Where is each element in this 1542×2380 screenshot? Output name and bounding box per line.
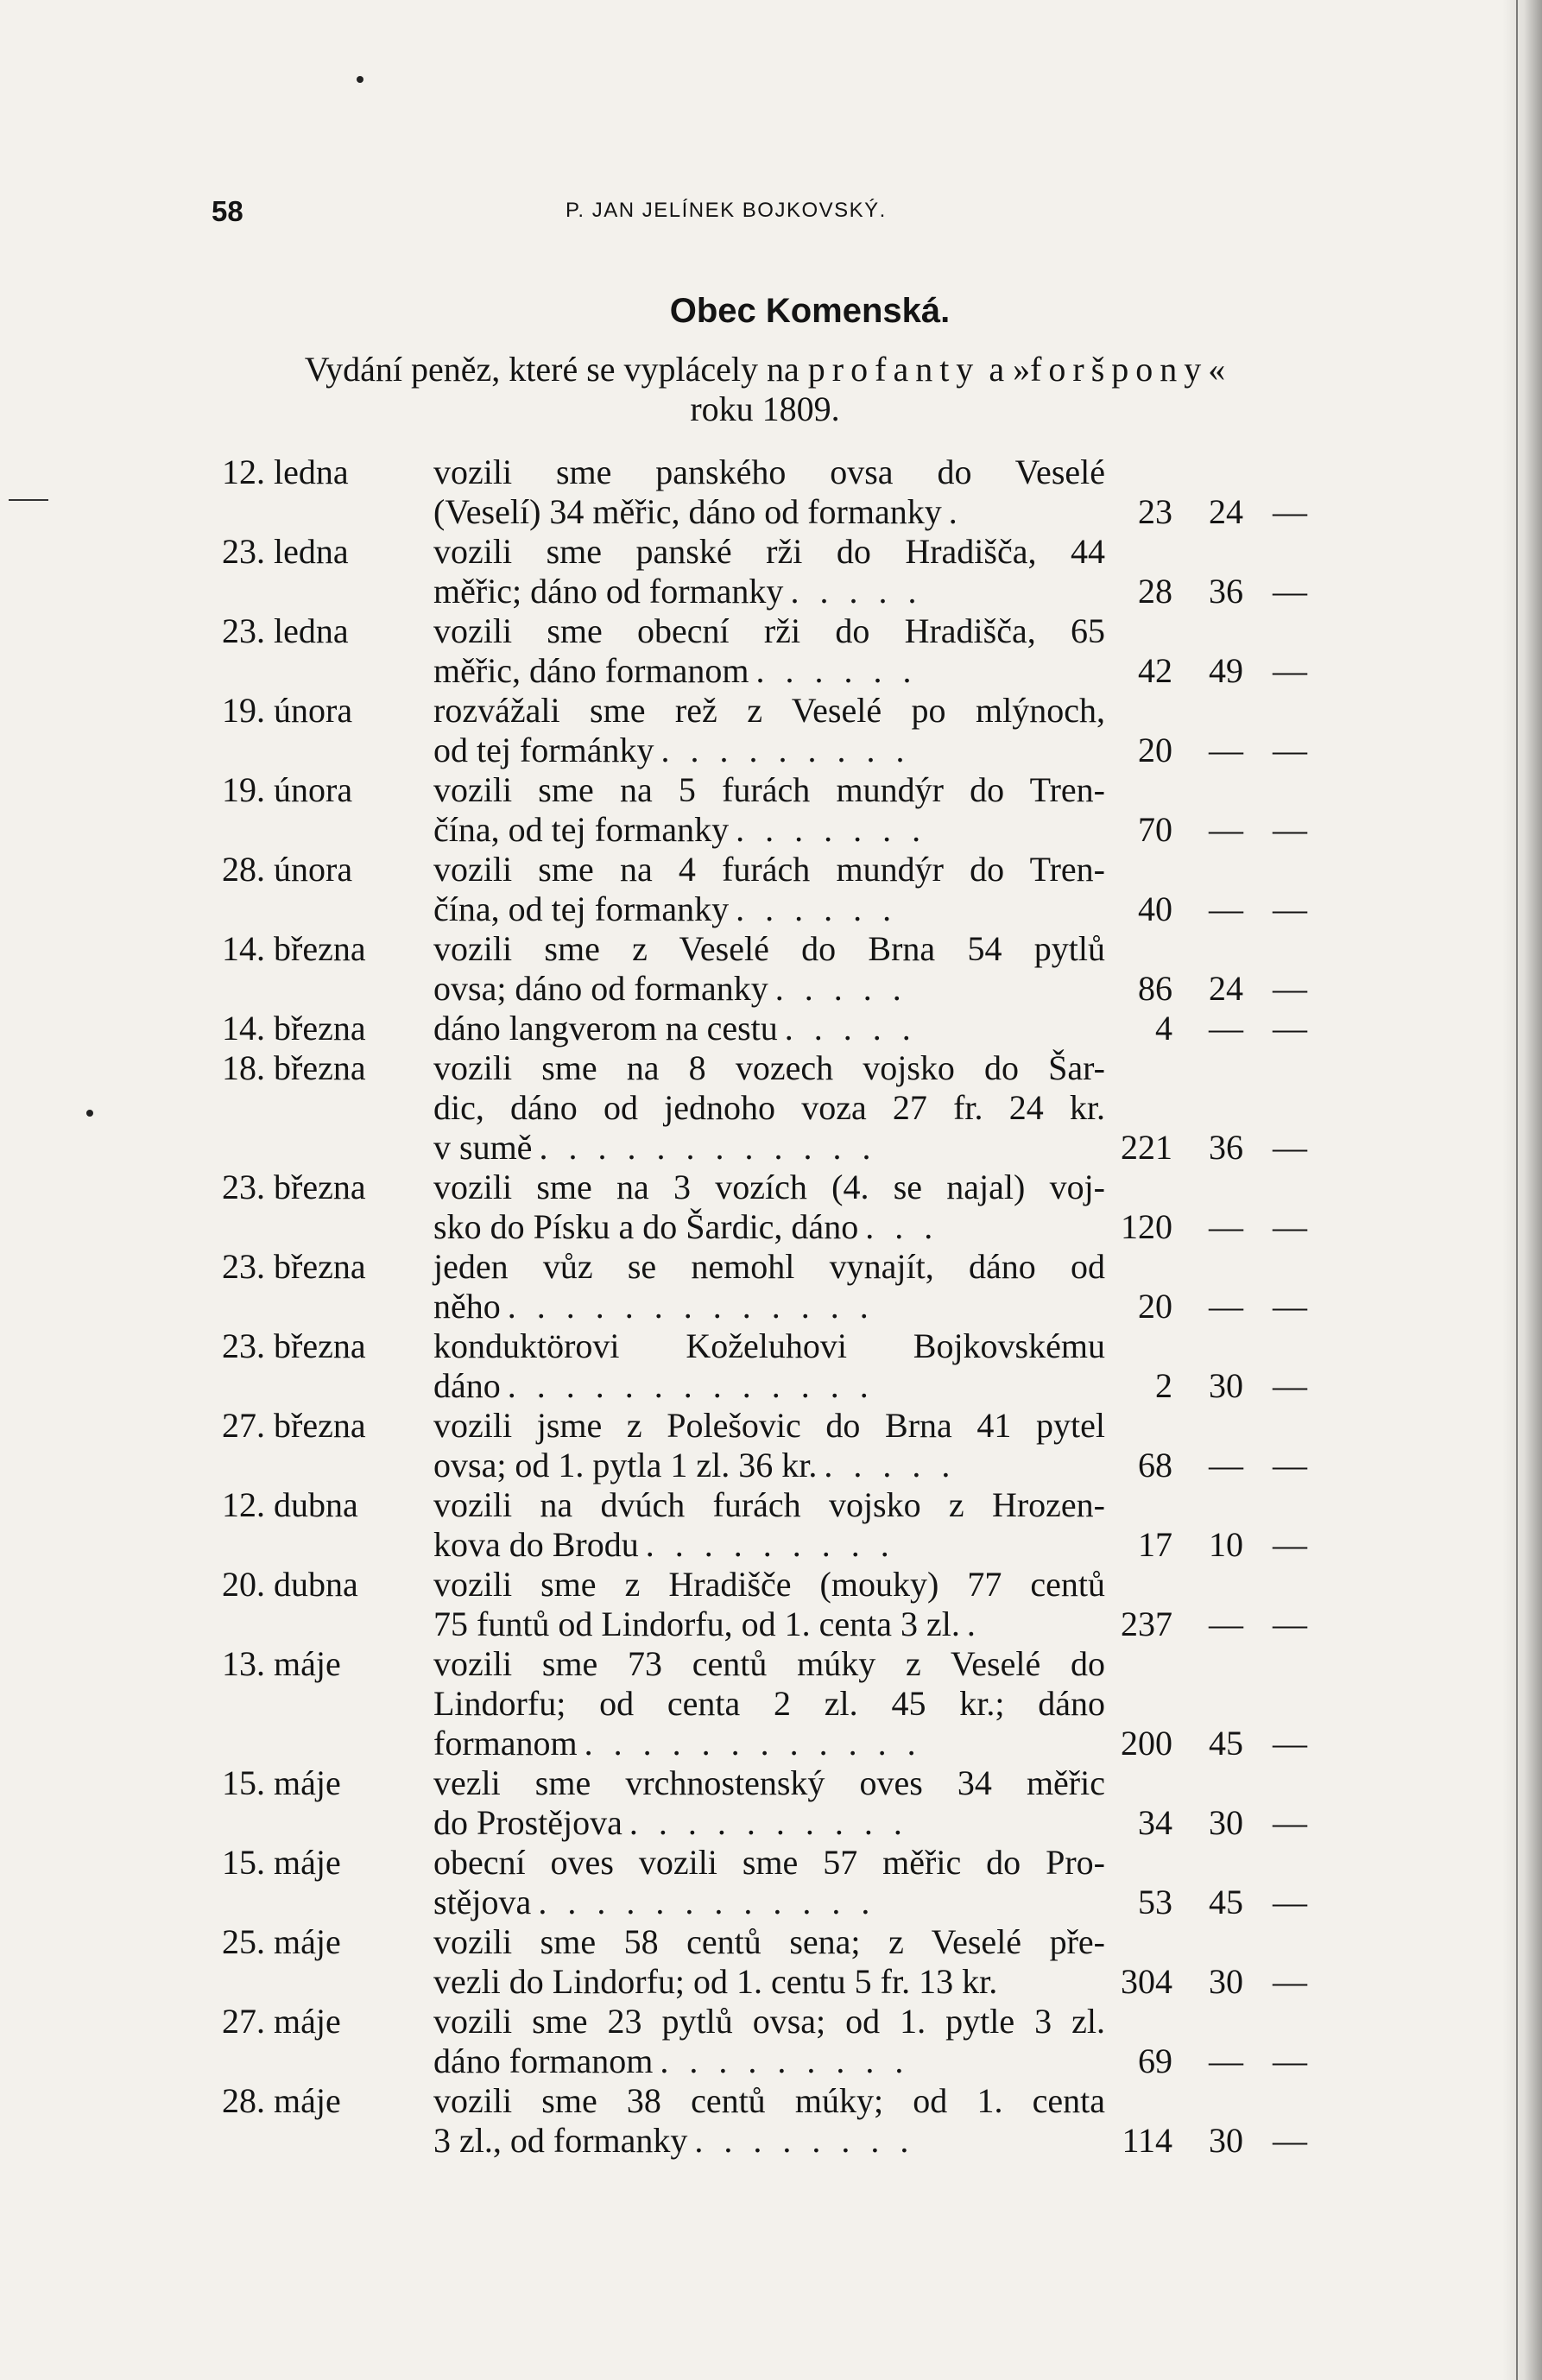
amount-zlaty: 69 [1138, 2041, 1172, 2080]
amount-denary: — [1273, 1128, 1307, 1167]
intro-line-2: roku 1809. [690, 389, 840, 428]
description-last-line [433, 731, 1105, 770]
amount-krejcary: 30 [1209, 1366, 1243, 1405]
entry-description [433, 850, 1105, 929]
entry-date: 12. dubna [222, 1485, 358, 1524]
description-last-line [433, 1128, 1105, 1168]
amount-krejcary: 24 [1209, 969, 1243, 1008]
leader-dots: . . . . . . . [736, 810, 927, 849]
description-last-text: 3 zl., od formanky [433, 2121, 688, 2160]
intro-mid: a » [989, 350, 1031, 389]
entry-description [433, 1048, 1105, 1168]
description-last-text: dáno [433, 1366, 501, 1405]
description-last-line [433, 810, 1105, 850]
leader-dots: . . . . . [790, 572, 923, 611]
leader-dots: . . . [865, 1207, 939, 1246]
entry-description [433, 2081, 1105, 2161]
amount-denary: — [1273, 1883, 1307, 1921]
amount-denary: — [1273, 1287, 1307, 1326]
description-last-text: dáno langverom na cestu [433, 1009, 778, 1048]
running-title: P. JAN JELÍNEK BOJKOVSKÝ. [566, 199, 887, 222]
entry-description [433, 453, 1105, 532]
description-last-line [433, 492, 1105, 532]
leader-dots: . . . . . . . . [694, 2121, 915, 2160]
amount-zlaty: 34 [1138, 1803, 1172, 1842]
amount-zlaty: 4 [1155, 1009, 1172, 1048]
amount-denary: — [1273, 2041, 1307, 2080]
description-last-text: do Prostějova [433, 1803, 622, 1842]
description-last-text: něho [433, 1287, 501, 1326]
amount-zlaty: 120 [1121, 1207, 1172, 1246]
description-line: konduktörovi Koželuhovi Bojkovskému [433, 1326, 1105, 1365]
entry-description [433, 1565, 1105, 1644]
leader-dots: . . . . . [784, 1009, 917, 1048]
description-line: vozili sme na 4 furách mundýr do Tren- [433, 850, 1105, 889]
amount-zlaty: 20 [1138, 1287, 1172, 1326]
print-speck [86, 1110, 93, 1117]
amount-krejcary: 30 [1209, 2121, 1243, 2160]
amount-krejcary: — [1209, 1009, 1243, 1048]
description-last-text: v sumě [433, 1128, 533, 1167]
amount-zlaty: 70 [1138, 810, 1172, 849]
amount-krejcary: — [1209, 1287, 1243, 1326]
amount-krejcary: 30 [1209, 1803, 1243, 1842]
amount-zlaty: 237 [1121, 1605, 1172, 1643]
description-last-line [433, 1803, 1105, 1843]
description-last-text: kova do Brodu [433, 1525, 639, 1564]
description-last-text: (Veselí) 34 měřic, dáno od formanky [433, 492, 942, 531]
amount-denary: — [1273, 1207, 1307, 1246]
description-line: vezli sme vrchnostenský oves 34 měřic [433, 1763, 1105, 1802]
entry-date: 20. dubna [222, 1565, 358, 1604]
amount-denary: — [1273, 572, 1307, 611]
entry-date: 18. března [222, 1048, 366, 1087]
description-line: vozili jsme z Polešovic do Brna 41 pytel [433, 1406, 1105, 1445]
entry-date: 14. března [222, 929, 366, 968]
description-last-line [433, 889, 1105, 929]
amount-denary: — [1273, 1962, 1307, 2001]
description-line: vozili sme obecní rži do Hradišča, 65 [433, 611, 1105, 650]
entry-description [433, 691, 1105, 770]
description-line: vozili sme na 5 furách mundýr do Tren- [433, 770, 1105, 809]
amount-krejcary: 36 [1209, 572, 1243, 611]
amount-zlaty: 2 [1155, 1366, 1172, 1405]
description-line: Lindorfu; od centa 2 zl. 45 kr.; dáno [433, 1684, 1105, 1723]
description-last-line [433, 1207, 1105, 1247]
description-line: dic, dáno od jednoho voza 27 fr. 24 kr. [433, 1088, 1105, 1127]
amount-zlaty: 68 [1138, 1446, 1172, 1484]
entry-date: 28. máje [222, 2081, 341, 2120]
description-last-line [433, 1009, 1105, 1048]
page-number: 58 [212, 195, 243, 227]
amount-zlaty: 86 [1138, 969, 1172, 1008]
amount-krejcary: 24 [1209, 492, 1243, 531]
description-last-line [433, 1605, 1105, 1644]
entry-date: 12. ledna [222, 453, 349, 491]
description-last-line [433, 1287, 1105, 1326]
description-line: vozili sme 23 pytlů ovsa; od 1. pytle 3 zl. [433, 2002, 1105, 2041]
amount-krejcary: — [1209, 731, 1243, 769]
amount-denary: — [1273, 810, 1307, 849]
description-last-text: formanom [433, 1724, 578, 1763]
leader-dots: . [966, 1605, 982, 1643]
description-last-text: ovsa; dáno od formanky [433, 969, 768, 1008]
description-line: vozili sme panské rži do Hradišča, 44 [433, 532, 1105, 571]
description-line: jeden vůz se nemohl vynajít, dáno od [433, 1247, 1105, 1286]
entry-description [433, 1644, 1105, 1763]
amount-zlaty: 28 [1138, 572, 1172, 611]
amount-krejcary: — [1209, 1207, 1243, 1246]
description-line: vozili sme na 8 vozech vojsko do Šar- [433, 1048, 1105, 1087]
entry-date: 19. února [222, 770, 353, 809]
entry-date: 23. března [222, 1326, 366, 1365]
entry-description [433, 1406, 1105, 1485]
description-last-text: 75 funtů od Lindorfu, od 1. centa 3 zl. [433, 1605, 960, 1643]
leader-dots: . . . . . . . . . [645, 1525, 895, 1564]
amount-denary: — [1273, 1724, 1307, 1763]
description-last-text: měřic, dáno formanom [433, 651, 749, 690]
intro-spaced-word-forspony: foršpony [1030, 350, 1209, 389]
leader-dots: . . . . . [774, 969, 907, 1008]
description-last-line [433, 1724, 1105, 1763]
entry-description [433, 2002, 1105, 2081]
intro-start: Vydání peněz, které se vyplácely na [304, 350, 799, 389]
description-line: rozvážali sme rež z Veselé po mlýnoch, [433, 691, 1105, 730]
entry-date: 27. března [222, 1406, 366, 1445]
description-last-text: čína, od tej formanky [433, 889, 730, 928]
amount-denary: — [1273, 1009, 1307, 1048]
amount-krejcary: — [1209, 889, 1243, 928]
intro-end: « [1208, 350, 1226, 389]
amount-krejcary: 10 [1209, 1525, 1243, 1564]
entry-date: 25. máje [222, 1922, 341, 1961]
entry-date: 15. máje [222, 1843, 341, 1882]
entry-description [433, 770, 1105, 850]
leader-dots: . . . . . . . . . . . . [538, 1883, 876, 1921]
leader-dots: . . . . . . [736, 889, 898, 928]
amount-zlaty: 53 [1138, 1883, 1172, 1921]
description-last-text: dáno formanom [433, 2041, 654, 2080]
amount-denary: — [1273, 2121, 1307, 2160]
description-line: vozili sme 58 centů sena; z Veselé pře- [433, 1922, 1105, 1961]
description-line: vozili sme z Hradišče (mouky) 77 centů [433, 1565, 1105, 1604]
description-line: vozili sme 38 centů múky; od 1. centa [433, 2081, 1105, 2120]
entry-date: 23. ledna [222, 532, 349, 571]
description-last-line [433, 2121, 1105, 2161]
amount-denary: — [1273, 1605, 1307, 1643]
amount-krejcary: 45 [1209, 1883, 1243, 1921]
entry-description [433, 1009, 1105, 1048]
margin-mark [9, 499, 48, 501]
entry-date: 19. února [222, 691, 353, 730]
description-last-line [433, 2041, 1105, 2081]
entry-date: 28. února [222, 850, 353, 889]
description-last-line [433, 572, 1105, 611]
description-line: vozili na dvúch furách vojsko z Hrozen- [433, 1485, 1105, 1524]
leader-dots: . [948, 492, 964, 531]
section-title: Obec Komenská. [669, 292, 951, 330]
description-last-line [433, 1883, 1105, 1922]
description-last-text: vezli do Lindorfu; od 1. centu 5 fr. 13 kr. [433, 1962, 998, 2001]
amount-denary: — [1273, 1803, 1307, 1842]
description-line: vozili sme 73 centů múky z Veselé do [433, 1644, 1105, 1683]
amount-denary: — [1273, 651, 1307, 690]
leader-dots: . . . . . . . . . . . . . [507, 1366, 875, 1405]
entry-description [433, 1843, 1105, 1922]
amount-denary: — [1273, 889, 1307, 928]
entry-description [433, 1247, 1105, 1326]
description-last-text: měřic; dáno od formanky [433, 572, 784, 611]
amount-krejcary: 30 [1209, 1962, 1243, 2001]
amount-krejcary: — [1209, 2041, 1243, 2080]
leader-dots: . . . . . . . . . [660, 731, 911, 769]
amount-zlaty: 304 [1121, 1962, 1172, 2001]
description-last-line [433, 1525, 1105, 1565]
leader-dots: . . . . . . [755, 651, 918, 690]
amount-zlaty: 221 [1121, 1128, 1172, 1167]
description-line: vozili sme z Veselé do Brna 54 pytlů [433, 929, 1105, 968]
entry-date: 23. března [222, 1168, 366, 1206]
description-last-line [433, 969, 1105, 1009]
description-last-text: ovsa; od 1. pytla 1 zl. 36 kr. [433, 1446, 818, 1484]
entry-description [433, 1326, 1105, 1406]
description-last-line [433, 1446, 1105, 1485]
entry-description [433, 1922, 1105, 2002]
description-last-line [433, 1366, 1105, 1406]
entry-date: 15. máje [222, 1763, 341, 1802]
amount-krejcary: 49 [1209, 651, 1243, 690]
intro-spaced-word-profanty: profanty [807, 350, 981, 389]
amount-zlaty: 40 [1138, 889, 1172, 928]
amount-zlaty: 20 [1138, 731, 1172, 769]
leader-dots: . . . . . . . . . . . . . [507, 1287, 875, 1326]
entry-description [433, 532, 1105, 611]
entry-description [433, 1168, 1105, 1247]
leader-dots: . . . . . . . . . . [629, 1803, 908, 1842]
leader-dots: . . . . . [824, 1446, 957, 1484]
entry-description [433, 1763, 1105, 1843]
amount-denary: — [1273, 731, 1307, 769]
leader-dots: . . . . . . . . . . . . [539, 1128, 877, 1167]
entry-date: 23. ledna [222, 611, 349, 650]
description-line: obecní oves vozili sme 57 měřic do Pro- [433, 1843, 1105, 1882]
entry-date: 27. máje [222, 2002, 341, 2041]
description-last-text: sko do Písku a do Šardic, dáno [433, 1207, 859, 1246]
amount-denary: — [1273, 492, 1307, 531]
leader-dots: . . . . . . . . . . . . [584, 1724, 922, 1763]
amount-denary: — [1273, 969, 1307, 1008]
entry-date: 14. března [222, 1009, 366, 1048]
amount-denary: — [1273, 1525, 1307, 1564]
amount-denary: — [1273, 1366, 1307, 1405]
description-line: vozili sme na 3 vozích (4. se najal) voj- [433, 1168, 1105, 1206]
description-last-text: čína, od tej formanky [433, 810, 730, 849]
entry-description [433, 929, 1105, 1009]
entry-description [433, 611, 1105, 691]
amount-krejcary: 45 [1209, 1724, 1243, 1763]
amount-krejcary: — [1209, 1605, 1243, 1643]
amount-zlaty: 42 [1138, 651, 1172, 690]
description-line: vozili sme panského ovsa do Veselé [433, 453, 1105, 491]
amount-zlaty: 114 [1122, 2121, 1172, 2160]
entry-date: 13. máje [222, 1644, 341, 1683]
amount-krejcary: 36 [1209, 1128, 1243, 1167]
description-last-text: od tej formánky [433, 731, 654, 769]
amount-zlaty: 200 [1121, 1724, 1172, 1763]
description-last-line [433, 1962, 1105, 2002]
amount-krejcary: — [1209, 1446, 1243, 1484]
leader-dots: . . . . . . . . . [660, 2041, 910, 2080]
amount-zlaty: 23 [1138, 492, 1172, 531]
print-speck [357, 76, 363, 83]
entry-description [433, 1485, 1105, 1565]
amount-zlaty: 17 [1138, 1525, 1172, 1564]
amount-denary: — [1273, 1446, 1307, 1484]
description-last-line [433, 651, 1105, 691]
entry-date: 23. března [222, 1247, 366, 1286]
amount-krejcary: — [1209, 810, 1243, 849]
description-last-text: stějova [433, 1883, 532, 1921]
